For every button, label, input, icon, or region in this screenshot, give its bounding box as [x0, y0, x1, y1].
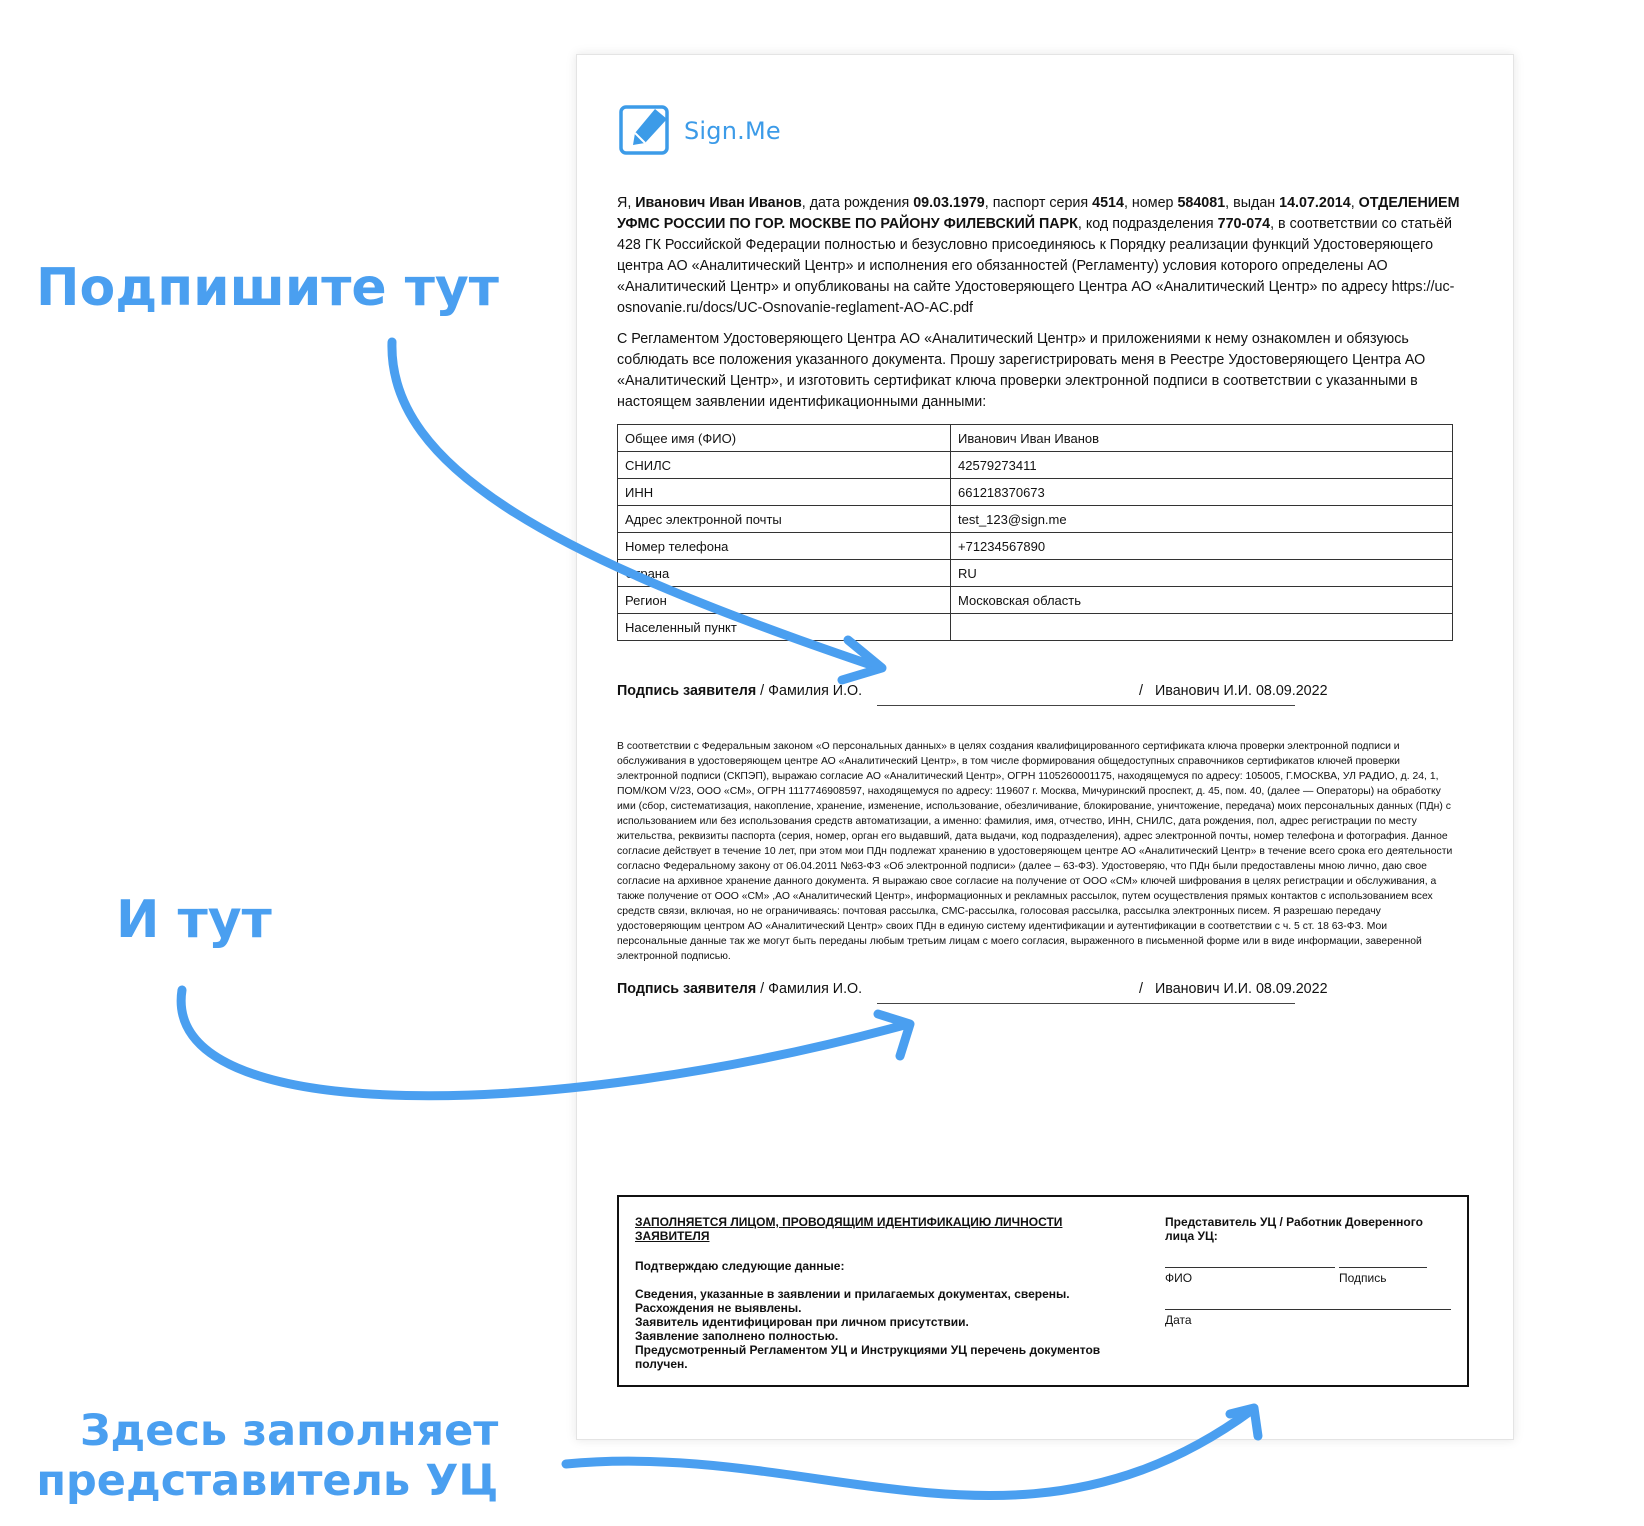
list-item: Сведения, указанные в заявлении и прилагаемых документах, сверены.: [635, 1287, 1070, 1301]
table-value: Иванович Иван Иванов: [951, 425, 1453, 452]
regulation-paragraph: С Регламентом Удостоверяющего Центра АО «Аналитический Центр» и приложениями к нему ознакомлен и обязуюсь соблюдать все положения указанного документа. Прошу зарегистрировать меня в Реестре Удостоверяющего Центра АО «Аналитический Центр», и изготовить сертификат ключа проверки электронной подписи в соответствии с указанными в настоящем заявлении идентификационными данными:: [617, 331, 1426, 410]
confirm-label: Подтверждаю следующие данные:: [635, 1259, 845, 1273]
signature-label: Подпись заявителя: [617, 683, 757, 699]
identification-header: ЗАПОЛНЯЕТСЯ ЛИЦОМ, ПРОВОДЯЩИМ ИДЕНТИФИКАЦИЮ ЛИЧНОСТИ ЗАЯВИТЕЛЯ: [635, 1215, 1063, 1243]
rep-signature-field[interactable]: [1339, 1267, 1427, 1268]
signature-label: Подпись заявителя: [617, 981, 757, 997]
list-item: Заявление заполнено полностью.: [635, 1329, 839, 1343]
rep-fio-field[interactable]: [1165, 1267, 1335, 1268]
rep-fio-label: ФИО: [1165, 1271, 1193, 1285]
table-row: [618, 506, 1453, 533]
identification-box: [617, 1195, 1469, 1387]
table-row: [618, 452, 1453, 479]
annotation-rep-line-2: представитель УЦ: [36, 1456, 499, 1506]
applicant-signature-line-2: [617, 977, 1477, 1007]
signature-fio-label: / Фамилия И.О.: [756, 683, 863, 699]
table-key: Общее имя (ФИО): [618, 425, 951, 452]
table-value: Московская область: [951, 587, 1453, 614]
list-item: Заявитель идентифицирован при личном присутствии.: [635, 1315, 969, 1329]
table-value: +71234567890: [951, 533, 1453, 560]
table-row: [618, 560, 1453, 587]
applicant-signature-line-1: [617, 679, 1477, 709]
applicant-data-table: [617, 424, 1453, 641]
table-row: [618, 587, 1453, 614]
annotation-representative: [36, 1406, 498, 1506]
list-item: Расхождения не выявлены.: [635, 1301, 802, 1315]
table-value: 42579273411: [951, 452, 1453, 479]
table-key: Страна: [618, 560, 951, 587]
table-value: RU: [951, 560, 1453, 587]
logo-text: Sign.Me: [684, 117, 781, 145]
annotation-sign-here: Подпишите тут: [36, 258, 499, 318]
signature-name-date: Иванович И.И. 08.09.2022: [1155, 981, 1328, 997]
table-value: test_123@sign.me: [951, 506, 1453, 533]
list-item: Предусмотренный Регламентом УЦ и Инструкциями УЦ перечень документов получен.: [635, 1343, 1101, 1371]
table-key: Населенный пункт: [618, 614, 951, 641]
table-value: 661218370673: [951, 479, 1453, 506]
table-row: [618, 614, 1453, 641]
table-row: [618, 479, 1453, 506]
signature-name-date: Иванович И.И. 08.09.2022: [1155, 683, 1328, 699]
signature-fio-label: / Фамилия И.О.: [756, 981, 863, 997]
annotation-rep-line-1: Здесь заполняет: [80, 1406, 499, 1456]
rep-date-field[interactable]: [1165, 1309, 1451, 1310]
annotation-and-here: И тут: [116, 890, 272, 950]
table-row: [618, 533, 1453, 560]
representative-label: Представитель УЦ / Работник Доверенного лица УЦ:: [1165, 1215, 1423, 1243]
table-key: Регион: [618, 587, 951, 614]
consent-paragraph: В соответствии с Федеральным законом «О персональных данных» в целях создания квалифицированного сертификата ключа проверки электронной подписи и обслуживания в удостоверяющем центре АО «Аналитический Центр», в том числе формирования общедоступных справочников сертификатов ключей проверки электронной подписи (СКПЭП), выражаю согласие АО «Аналитический Центр», ОГРН 1105260001175, находящемуся по адресу: 105005, Г.МОСКВА, УЛ РАДИО, д. 24, 1, ПОМ/КОМ V/23, ООО «СМ», ОГРН 1117746908597, находящемуся по адресу: 119607 г. Москва, Мичуринский проспект, д. 45, пом. 40, (далее — Операторы) на обработку ими (сбор, систематизация, накопление, хранение, изменение, использование, обезличивание, блокирование, уничтожение, передача) моих персональных данных (ПДн) с использованием или без использования средств автоматизации, а именно: фамилия, имя, отчество, ИНН, СНИЛС, дата рождения, пол, адрес регистрации по месту жительства, реквизиты паспорта (серия, номер, орган его выдавший, дата выдачи, код подразделения), адрес электронной почты, номер телефона и фотография. Данное согласие действует в течение 10 лет, при этом мои ПДн подлежат хранению в удостоверяющем центре АО «Аналитический Центр» в течение всего срока его деятельности согласно Федеральному закону от 06.04.2011 №63-ФЗ «Об электронной подписи» (далее – 63-ФЗ). Удостоверяю, что ПДн были предоставлены мною лично, даю свое согласие на архивное хранение данного документа. Я выражаю свое согласие на получение от ООО «СМ» ключей шифрования в целях регистрации и обслуживания, а также получение от ООО «СМ» ,АО «Аналитический Центр», информационных и рекламных рассылок, путем осуществления прямых контактов с использованием всех средств связи, включая, но не ограничиваясь: почтовая рассылка, СМС-рассылка, голосовая рассылка, рассылка электронных писем. Я разрешаю передачу удостоверяющим центром АО «Аналитический Центр» своих ПДн в единую систему идентификации и аутентификации в соответствии с ч. 5 ст. 18 63-ФЗ. Мои персональные данные так же могут быть переданы любым третьим лицам с моего согласия, выраженного в письменной форме или в виде информации, заверенной электронной подписью.: [617, 741, 1453, 962]
confirm-list: [635, 1287, 1135, 1371]
document-page: [576, 54, 1514, 1440]
table-value: [951, 614, 1453, 641]
signature-field[interactable]: [877, 705, 1295, 706]
signature-slash: /: [1139, 981, 1143, 997]
table-key: ИНН: [618, 479, 951, 506]
table-row: [618, 425, 1453, 452]
pen-in-square-icon: [619, 105, 671, 157]
intro-paragraph: Я, Иванович Иван Иванов, дата рождения 09.03.1979, паспорт серия 4514, номер 584081, выдан 14.07.2014, ОТДЕЛЕНИЕМ УФМС РОССИИ ПО ГОР. МОСКВЕ ПО РАЙОНУ ФИЛЕВСКИЙ ПАРК, код подразделения 770-074, в соответствии со статьёй 428 ГК Российской Федерации полностью и безусловно присоединяюсь к Порядку реализации функций Удостоверяющего центра АО «Аналитический Центр» и исполнения его обязанностей (Регламенту) условия которого определены АО «Аналитический Центр» и опубликованы на сайте Удостоверяющего Центра АО «Аналитический Центр» по адресу https://uc-osnovanie.ru/docs/UC-Osnovanie-reglament-AO-AC.pdf: [617, 195, 1460, 316]
rep-date-label: Дата: [1165, 1313, 1192, 1327]
logo: [619, 105, 781, 157]
signature-slash: /: [1139, 683, 1143, 699]
rep-signature-label: Подпись: [1339, 1271, 1387, 1285]
signature-field[interactable]: [877, 1003, 1295, 1004]
table-key: Адрес электронной почты: [618, 506, 951, 533]
table-key: Номер телефона: [618, 533, 951, 560]
table-key: СНИЛС: [618, 452, 951, 479]
